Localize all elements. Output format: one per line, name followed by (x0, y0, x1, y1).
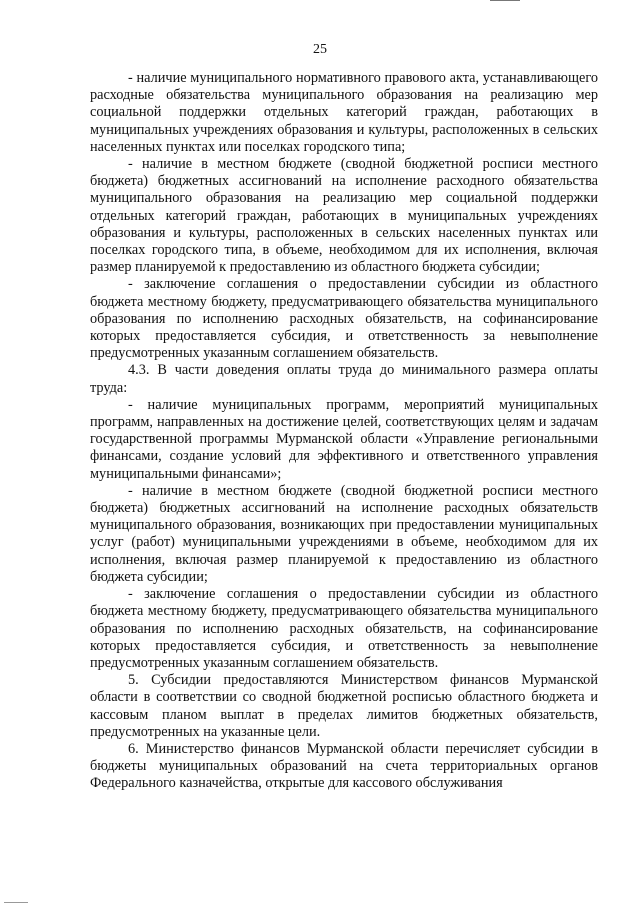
paragraph-3: - заключение соглашения о предоставлении субсидии из областного бюджета местному бюджету, предусматривающего обязательства муниципального образования по исполнению расходных обязательств, на софинансирование которых предоставляется субсидия, и ответственность за невыполнение предусмотренных указанным соглашением обязательств. (90, 276, 598, 362)
paragraph-8: 5. Субсидии предоставляются Министерством финансов Мурманской области в соответствии со сводной бюджетной росписью областного бюджета и кассовым планом выплат в пределах лимитов бюджетных обязательств, предусмотренных на указанные цели. (90, 672, 598, 740)
paragraph-9: 6. Министерство финансов Мурманской области перечисляет субсидии в бюджеты муниципальных образований на счета территориальных органов Федерального казначейства, открытые для кассового обслуживания (90, 740, 598, 792)
paragraph-4: 4.3. В части доведения оплаты труда до минимального размера оплаты труда: (90, 362, 598, 396)
document-body (90, 70, 598, 793)
paragraph-7: - заключение соглашения о предоставлении субсидии из областного бюджета местному бюджету, предусматривающего обязательства муниципального образования по исполнению расходных обязательств, на софинансирование которых предоставляется субсидия, и ответственность за невыполнение предусмотренных указанным соглашением обязательств. (90, 586, 598, 671)
scan-edge-mark-bottom (4, 902, 28, 903)
paragraph-5: - наличие муниципальных программ, мероприятий муниципальных программ, направленных на достижение целей, соответствующих целям и задачам государственной программы Мурманской области «Управление региональными финансами, создание условий для эффективного и ответственного управления муниципальными финансами»; (90, 396, 598, 482)
scan-edge-mark (490, 0, 520, 1)
paragraph-6: - наличие в местном бюджете (сводной бюджетной росписи местного бюджета) бюджетных ассигнований на исполнение расходных обязательств муниципального образования, возникающих при предоставлении муниципальных услуг (работ) муниципальными учреждениями в объеме, необходимом для их исполнения, включая размер планируемой к предоставлению из областного бюджета субсидии; (90, 482, 598, 585)
paragraph-2: - наличие в местном бюджете (сводной бюджетной росписи местного бюджета) бюджетных ассигнований на исполнение расходного обязательства муниципального образования на реализацию мер социальной поддержки отдельных категорий граждан, работающих в муниципальных учреждениях образования и культуры, расположенных в сельских населенных пунктах или поселках городского типа, в объеме, необходимом для их исполнения, включая размер планируемой к предоставлению из областного бюджета субсидии; (90, 156, 598, 276)
paragraph-1: - наличие муниципального нормативного правового акта, устанавливающего расходные обязательства муниципального образования на реализацию мер социальной поддержки отдельных категорий граждан, работающих в муниципальных учреждениях образования и культуры, расположенных в сельских населенных пунктах или поселках городского типа; (90, 70, 598, 155)
page-number: 25 (313, 42, 327, 57)
